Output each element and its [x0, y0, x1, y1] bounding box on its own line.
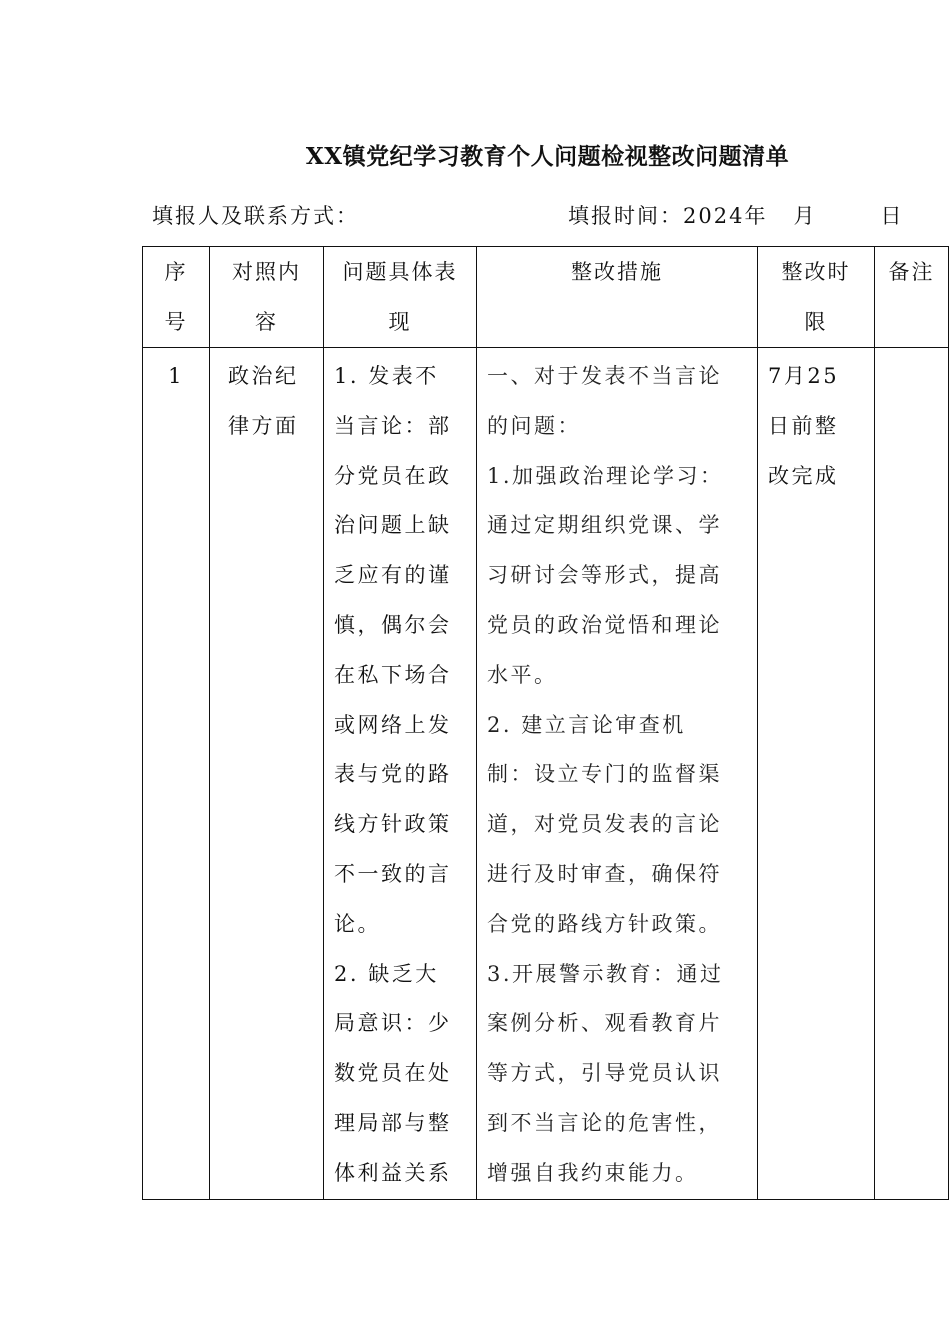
fill-date-label: 填报时间：2024年 [568, 204, 768, 228]
cell-measures: 一、对于发表不当言论 的问题： 1.加强政治理论学习： 通过定期组织党课、学 习研讨会等形式，提高 党员的政治觉悟和理论 水平。 2. 建立言论审查机 制：设立专门的监督渠 道，对党员发表的言论 进行及时审查，确保符 合党的路线方针政策。 3.开展警示教育：通过 案例分析、观看教育片 等方式，引导党员认识 到不当言论的危害性， 增强自我约束能力。 [477, 348, 758, 1200]
table-row [143, 348, 949, 1200]
header-remarks: 备注 [875, 247, 949, 348]
cell-seq: 1 [143, 348, 210, 1200]
header-content: 对照内 容 [210, 247, 324, 348]
table-header-row [143, 247, 949, 348]
cell-deadline: 7月25 日前整 改完成 [758, 348, 875, 1200]
filler-contact-label: 填报人及联系方式： [152, 204, 359, 228]
rectification-table [142, 246, 949, 1200]
document-title: XX镇党纪学习教育个人问题检视整改问题清单 [305, 143, 790, 170]
fill-date-month: 月 [793, 204, 817, 228]
cell-category: 政治纪 律方面 [210, 348, 324, 1200]
fill-date [568, 200, 903, 230]
cell-problem: 1. 发表不 当言论：部 分党员在政 治问题上缺 乏应有的谨 慎，偶尔会 在私下场合 或网络上发 表与党的路 线方针政策 不一致的言 论。 2. 缺乏大 局意识：少 数党员在处 理局部与整 体利益关系 [324, 348, 477, 1200]
header-problem: 问题具体表 现 [324, 247, 477, 348]
header-deadline: 整改时 限 [758, 247, 875, 348]
header-seq: 序 号 [143, 247, 210, 348]
header-measures: 整改措施 [477, 247, 758, 348]
fill-date-day: 日 [880, 204, 904, 228]
cell-remarks [875, 348, 949, 1200]
